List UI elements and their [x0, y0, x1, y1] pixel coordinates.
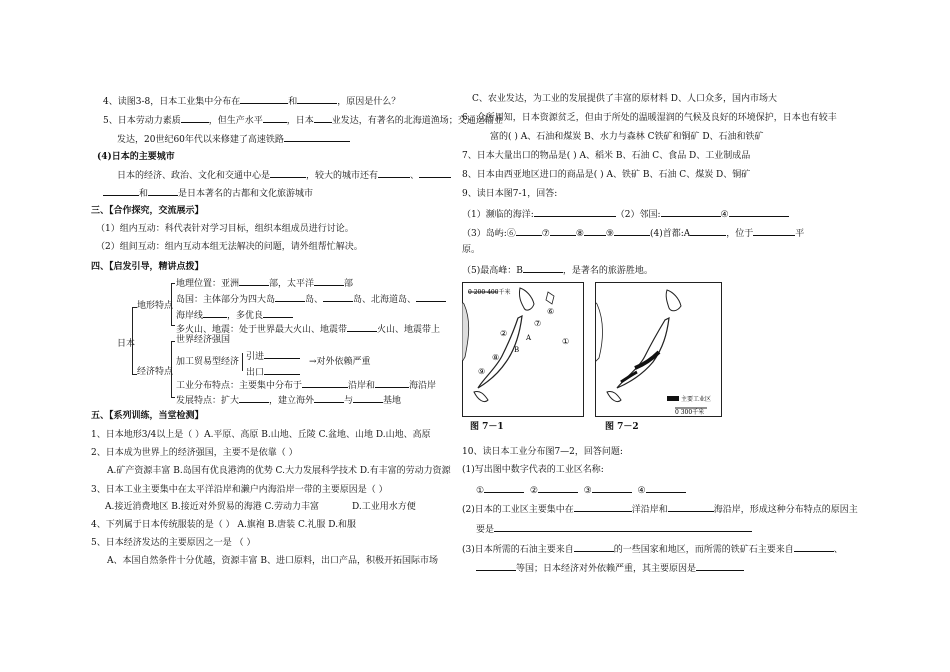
map-7-1-caption: 图 7－1: [470, 422, 504, 432]
map-7-2-legend: 主要工业区: [681, 396, 712, 403]
question-5-line2: 发达，20世纪60年代以来修建了高速铁路: [117, 132, 350, 146]
q9-part5: （5)最高峰：B ，是著名的旅游胜地。: [462, 263, 653, 277]
section-3-item-1: （1）组内互动：科代表针对学习目标，组织本组成员进行讨论。: [96, 224, 354, 234]
tree-root: 日本: [117, 339, 136, 349]
tree-economy: 经济特点: [137, 367, 174, 377]
terrain-brace: [171, 283, 172, 325]
mc-2-options: A.矿产资源丰富 B.岛国有优良港湾的优势 C.大力发展科学技术 D.有丰富的劳动力资源: [107, 466, 451, 476]
terrain-coast: 海岸线 ，多优良: [176, 308, 293, 322]
section-3-heading: 三、【合作探究，交流展示】: [91, 206, 204, 216]
q10-part2: (2)日本的工业区主要集中在 洋沿岸和 海沿岸，形成这种分布特点的原因主: [462, 502, 858, 516]
question-4: 4、读图3-8，日本工业集中分布在 和 ，原因是什么？: [103, 94, 400, 108]
q10-part3-cont: 等国；日本经济对外依赖严重，其主要原因是: [476, 561, 744, 575]
map-7-2-caption: 图 7－2: [605, 422, 639, 432]
economy-brace: [171, 341, 172, 397]
section-4-heading: 四、【启发引导，精讲点拨】: [91, 262, 204, 272]
q10-part1-blanks: ① ② ③ ④: [476, 483, 686, 497]
mc-7: 7、日本大量出口的物品是( ) A、稻米 B、石油 C、食品 D、工业制成品: [462, 151, 751, 161]
mc-5-option-c: C、农业发达，为工业的发展提供了丰富的原材料 D、人口众多，国内市场大: [472, 94, 777, 104]
terrain-location: 地理位置：亚洲 部，太平洋 部: [176, 276, 353, 290]
map-label-6: ⑥: [547, 307, 555, 316]
mc-3-options-b: D.工业用水方便: [352, 502, 416, 512]
economy-type: 加工贸易型经济: [176, 357, 240, 367]
terrain-volcano: 多火山、地震：处于世界最大火山、地震带 火山、地震带上: [176, 322, 440, 336]
economy-industry: 工业分布特点：主要集中分布于 沿岸和 海沿岸: [176, 378, 436, 392]
mc-2: 2、日本成为世界上的经济强国，主要不是依靠（ ）: [91, 448, 298, 458]
q10-part1: (1)写出图中数字代表的工业区名称:: [462, 465, 604, 475]
q10-part3: (3)日本所需的石油主要来自 的一些国家和地区，而所需的铁矿石主要来自 、: [462, 542, 843, 556]
q9-part1: （1）濒临的海洋: （2）邻国: ④: [462, 207, 789, 221]
map-label-1: ①: [562, 337, 570, 346]
map-7-1: [462, 282, 584, 417]
map-label-B: B: [514, 346, 520, 354]
economy-dependence: →对外依赖严重: [309, 357, 371, 367]
mc-8: 8、日本由西亚地区进口的商品是( ) A、铁矿 B、石油 C、煤炭 D、铜矿: [462, 170, 751, 180]
map-label-8: ⑧: [492, 353, 500, 362]
terrain-islands: 岛国：主体部分为四大岛 岛、 岛、北海道岛、: [176, 292, 446, 306]
section-3-item-2: （2）组间互动：组内互动本组无法解决的问题，请外组帮忙解决。: [96, 242, 363, 252]
map-7-2-scale: 0 300千米: [675, 409, 705, 416]
mc-6-line1: 6、众所周知，日本资源贫乏，但由于所处的温暖湿润的气候及良好的环境保护，日本也有较丰: [462, 113, 837, 123]
q10-heading: 10、读日本工业分布图7—2，回答问题:: [462, 447, 623, 457]
q9-part3-cont: 原。: [462, 245, 481, 255]
mc-5-options: A、本国自然条件十分优越，资源丰富 B、进口原料，出口产品，积极开拓国际市场: [107, 556, 438, 566]
question-5-line1: 5、日本劳动力素质 ，但生产水平 ，日本 业发达，有著名的北海道渔场；交通运输业: [103, 113, 503, 127]
economy-power: 世界经济强国: [176, 335, 231, 345]
map-label-2: ②: [500, 329, 508, 338]
mc-3-options-a: A.接近消费地区 B.接近对外贸易的海港 C.劳动力丰富: [105, 502, 319, 512]
q10-part2-cont: 要是: [476, 522, 752, 536]
mc-3: 3、日本工业主要集中在太平洋沿岸和濑户内海沿岸一带的主要原因是（ ）: [91, 485, 388, 495]
q9-part3: （3）岛屿:⑥ ⑦ ⑧ ⑨ (4)首都:A ，位于 平: [462, 226, 804, 240]
map-label-7: ⑦: [534, 319, 542, 328]
mc-6-line2: 富的( ) A、石油和煤炭 B、水力与森林 C铁矿和铜矿 D、石油和铁矿: [490, 132, 764, 142]
mc-1: 1、日本地形3/4以上是（ ）A.平原、高原 B.山地、丘陵 C.盆地、山地 D.山地、高原: [91, 430, 431, 440]
map-label-9: ⑨: [478, 367, 486, 376]
tree-terrain: 地形特点: [137, 301, 174, 311]
map-label-A: A: [526, 334, 532, 342]
mc-5: 5、日本经济发达的主要原因之一是 （ ）: [91, 538, 256, 548]
tree-root-brace: [132, 307, 133, 374]
q9-heading: 9、读日本图7-1，回答:: [462, 189, 558, 199]
map-7-1-scale: 0 200 400千米: [468, 289, 511, 296]
section-cities-heading: (4)日本的主要城市: [97, 152, 175, 162]
map-7-2: [595, 282, 722, 417]
section-5-heading: 五、【系列训练，当堂检测】: [91, 411, 204, 421]
economy-import: 引进: [246, 349, 300, 363]
economy-development: 发展特点：扩大 ，建立海外 与 基地: [176, 393, 401, 407]
cities-line1: 日本的经济、政治、文化和交通中心是 ，较大的城市还有 、: [117, 168, 451, 182]
mc-4: 4、下列属于日本传统服装的是（ ） A.旗袍 B.唐装 C.礼服 D.和服: [91, 520, 357, 530]
cities-line2: 和 是日本著名的古都和文化旅游城市: [103, 186, 313, 200]
economy-export: 出口: [246, 365, 300, 379]
